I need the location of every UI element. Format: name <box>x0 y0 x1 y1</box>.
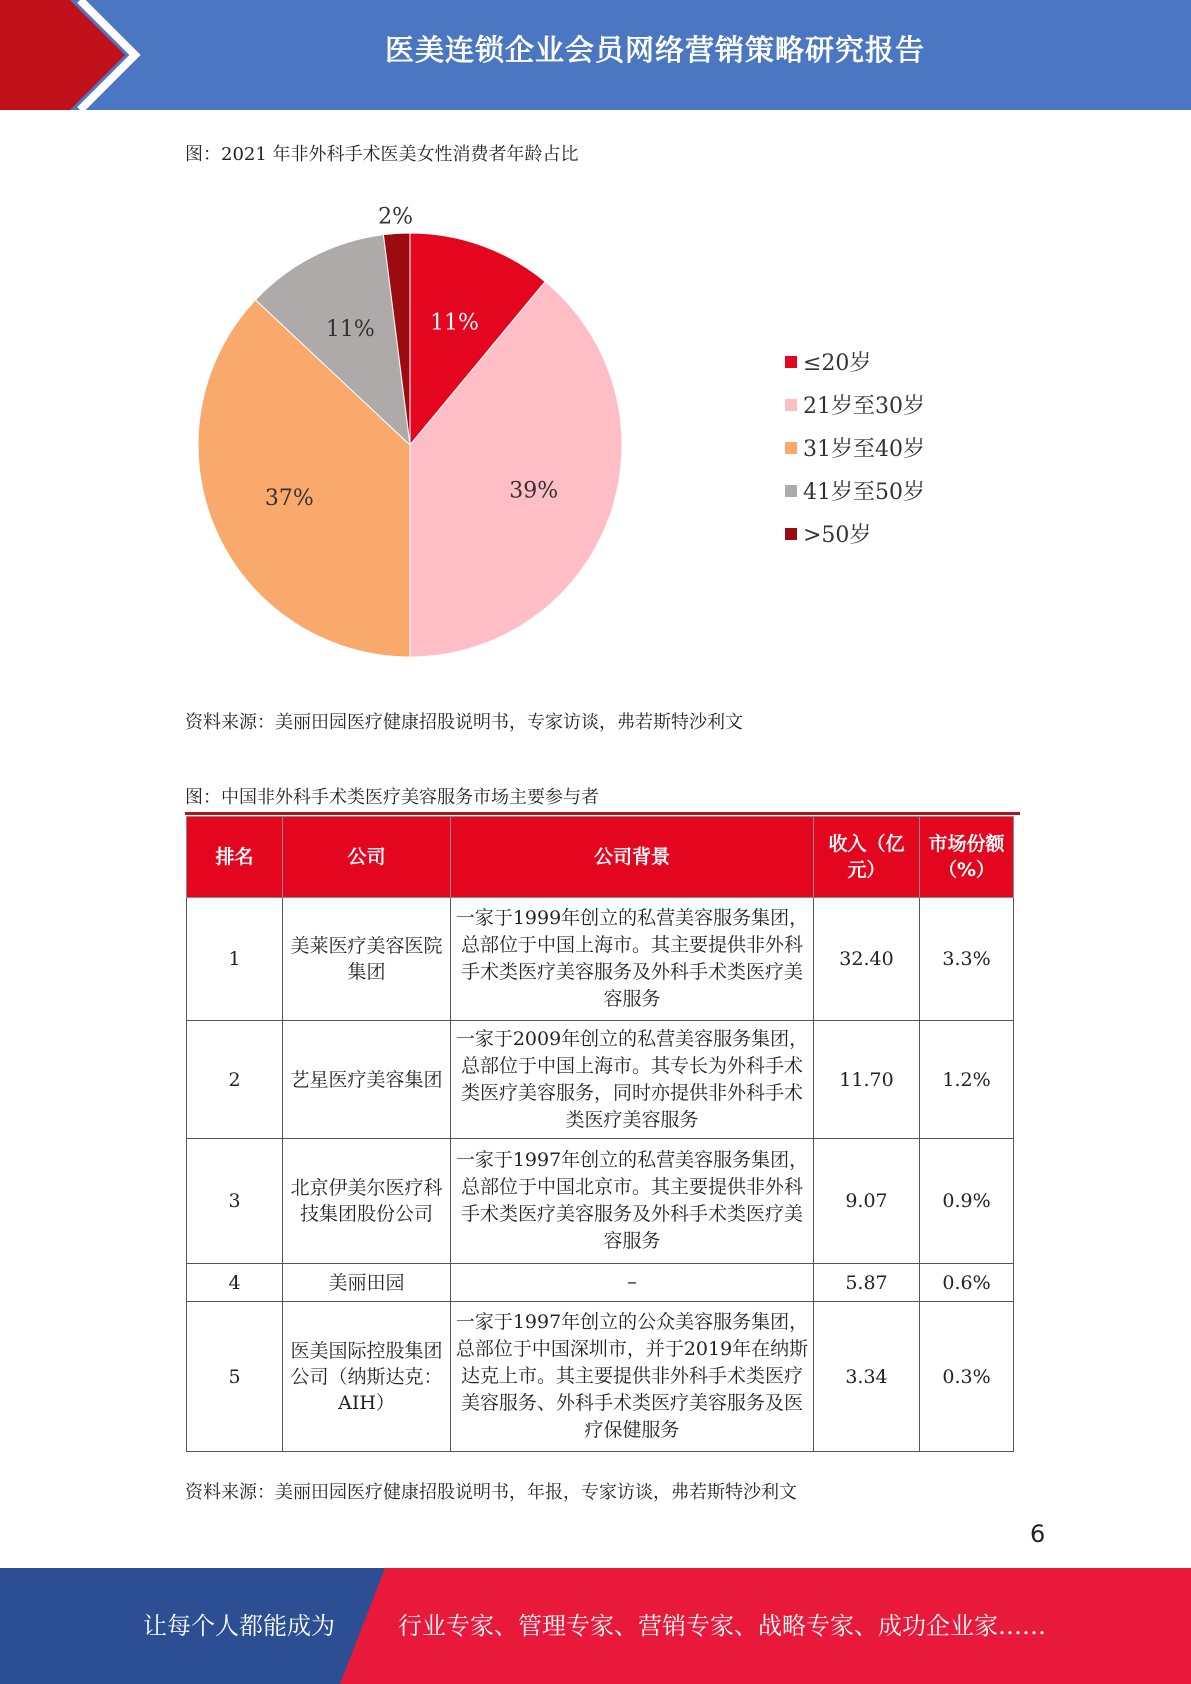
pie-legend <box>785 340 925 555</box>
table-row <box>187 1302 1014 1452</box>
figure1-caption: 图：2021 年非外科手术医美女性消费者年龄占比 <box>185 144 579 165</box>
cell-revenue: 3.34 <box>814 1302 920 1452</box>
header-arrow-decoration <box>0 0 150 110</box>
cell-background: – <box>451 1264 814 1302</box>
pie-data-label: 39% <box>509 478 559 504</box>
page-number: 6 <box>1030 1520 1046 1548</box>
footer-banner <box>0 1568 1191 1684</box>
cell-revenue: 32.40 <box>814 898 920 1021</box>
cell-background: 一家于1997年创立的公众美容服务集团，总部位于中国深圳市，并于2019年在纳斯达克上市。其主要提供非外科手术类医疗美容服务、外科手术类医疗美容服务及医疗保健服务 <box>451 1302 814 1452</box>
legend-swatch <box>785 485 797 497</box>
cell-company: 美丽田园 <box>283 1264 451 1302</box>
cell-share: 0.6% <box>920 1264 1014 1302</box>
legend-label: ≤20岁 <box>803 351 872 376</box>
legend-item <box>785 426 925 469</box>
cell-company: 艺星医疗美容集团 <box>283 1021 451 1139</box>
legend-swatch <box>785 356 797 368</box>
legend-swatch <box>785 528 797 540</box>
table-row <box>187 1021 1014 1139</box>
footer-slogan-right: 行业专家、管理专家、营销专家、战略专家、成功企业家…… <box>398 1612 1046 1640</box>
legend-item <box>785 383 925 426</box>
cell-background: 一家于1999年创立的私营美容服务集团，总部位于中国上海市。其主要提供非外科手术类医疗美容服务及外科手术类医疗美容服务 <box>451 898 814 1021</box>
table-header-row <box>187 817 1014 898</box>
cell-rank: 5 <box>187 1302 283 1452</box>
legend-swatch <box>785 442 797 454</box>
legend-label: 31岁至40岁 <box>803 437 925 462</box>
cell-share: 0.9% <box>920 1139 1014 1264</box>
table-top-rule <box>185 812 1020 815</box>
legend-item <box>785 469 925 512</box>
cell-rank: 4 <box>187 1264 283 1302</box>
table-row <box>187 1139 1014 1264</box>
legend-swatch <box>785 399 797 411</box>
cell-background: 一家于2009年创立的私营美容服务集团，总部位于中国上海市。其专长为外科手术类医疗美容服务，同时亦提供非外科手术类医疗美容服务 <box>451 1021 814 1139</box>
header-banner <box>0 0 1191 110</box>
cell-share: 3.3% <box>920 898 1014 1021</box>
pie-data-label: 11% <box>430 310 479 336</box>
legend-label: >50岁 <box>803 523 872 548</box>
cell-revenue: 5.87 <box>814 1264 920 1302</box>
legend-item <box>785 340 925 383</box>
pie-data-label: 11% <box>325 316 375 342</box>
cell-share: 1.2% <box>920 1021 1014 1139</box>
figure2-caption: 图：中国非外科手术类医疗美容服务市场主要参与者 <box>185 787 599 808</box>
legend-item <box>785 512 925 555</box>
pie-data-label: 37% <box>264 486 314 512</box>
cell-background: 一家于1997年创立的私营美容服务集团，总部位于中国北京市。其主要提供非外科手术类医疗美容服务及外科手术类医疗美容服务 <box>451 1139 814 1264</box>
cell-rank: 3 <box>187 1139 283 1264</box>
header-rank: 排名 <box>187 817 283 898</box>
market-players-table <box>186 816 1014 1452</box>
header-share: 市场份额（%） <box>920 817 1014 898</box>
cell-share: 0.3% <box>920 1302 1014 1452</box>
figure1-source: 资料来源：美丽田园医疗健康招股说明书，专家访谈，弗若斯特沙利文 <box>185 712 743 733</box>
legend-label: 21岁至30岁 <box>803 394 925 419</box>
pie-data-label: 2% <box>378 204 414 230</box>
legend-label: 41岁至50岁 <box>803 480 925 505</box>
cell-revenue: 11.70 <box>814 1021 920 1139</box>
cell-company: 美莱医疗美容医院集团 <box>283 898 451 1021</box>
cell-company: 医美国际控股集团公司（纳斯达克：AIH） <box>283 1302 451 1452</box>
cell-company: 北京伊美尔医疗科技集团股份公司 <box>283 1139 451 1264</box>
table-row <box>187 898 1014 1021</box>
footer-slogan-left: 让每个人都能成为 <box>143 1612 335 1640</box>
figure2-source: 资料来源：美丽田园医疗健康招股说明书，年报，专家访谈，弗若斯特沙利文 <box>185 1482 797 1503</box>
report-title: 医美连锁企业会员网络营销策略研究报告 <box>384 33 925 67</box>
cell-rank: 2 <box>187 1021 283 1139</box>
table-row <box>187 1264 1014 1302</box>
cell-revenue: 9.07 <box>814 1139 920 1264</box>
header-company: 公司 <box>283 817 451 898</box>
cell-rank: 1 <box>187 898 283 1021</box>
age-pie-chart <box>185 195 635 665</box>
header-revenue: 收入（亿元） <box>814 817 920 898</box>
header-background: 公司背景 <box>451 817 814 898</box>
